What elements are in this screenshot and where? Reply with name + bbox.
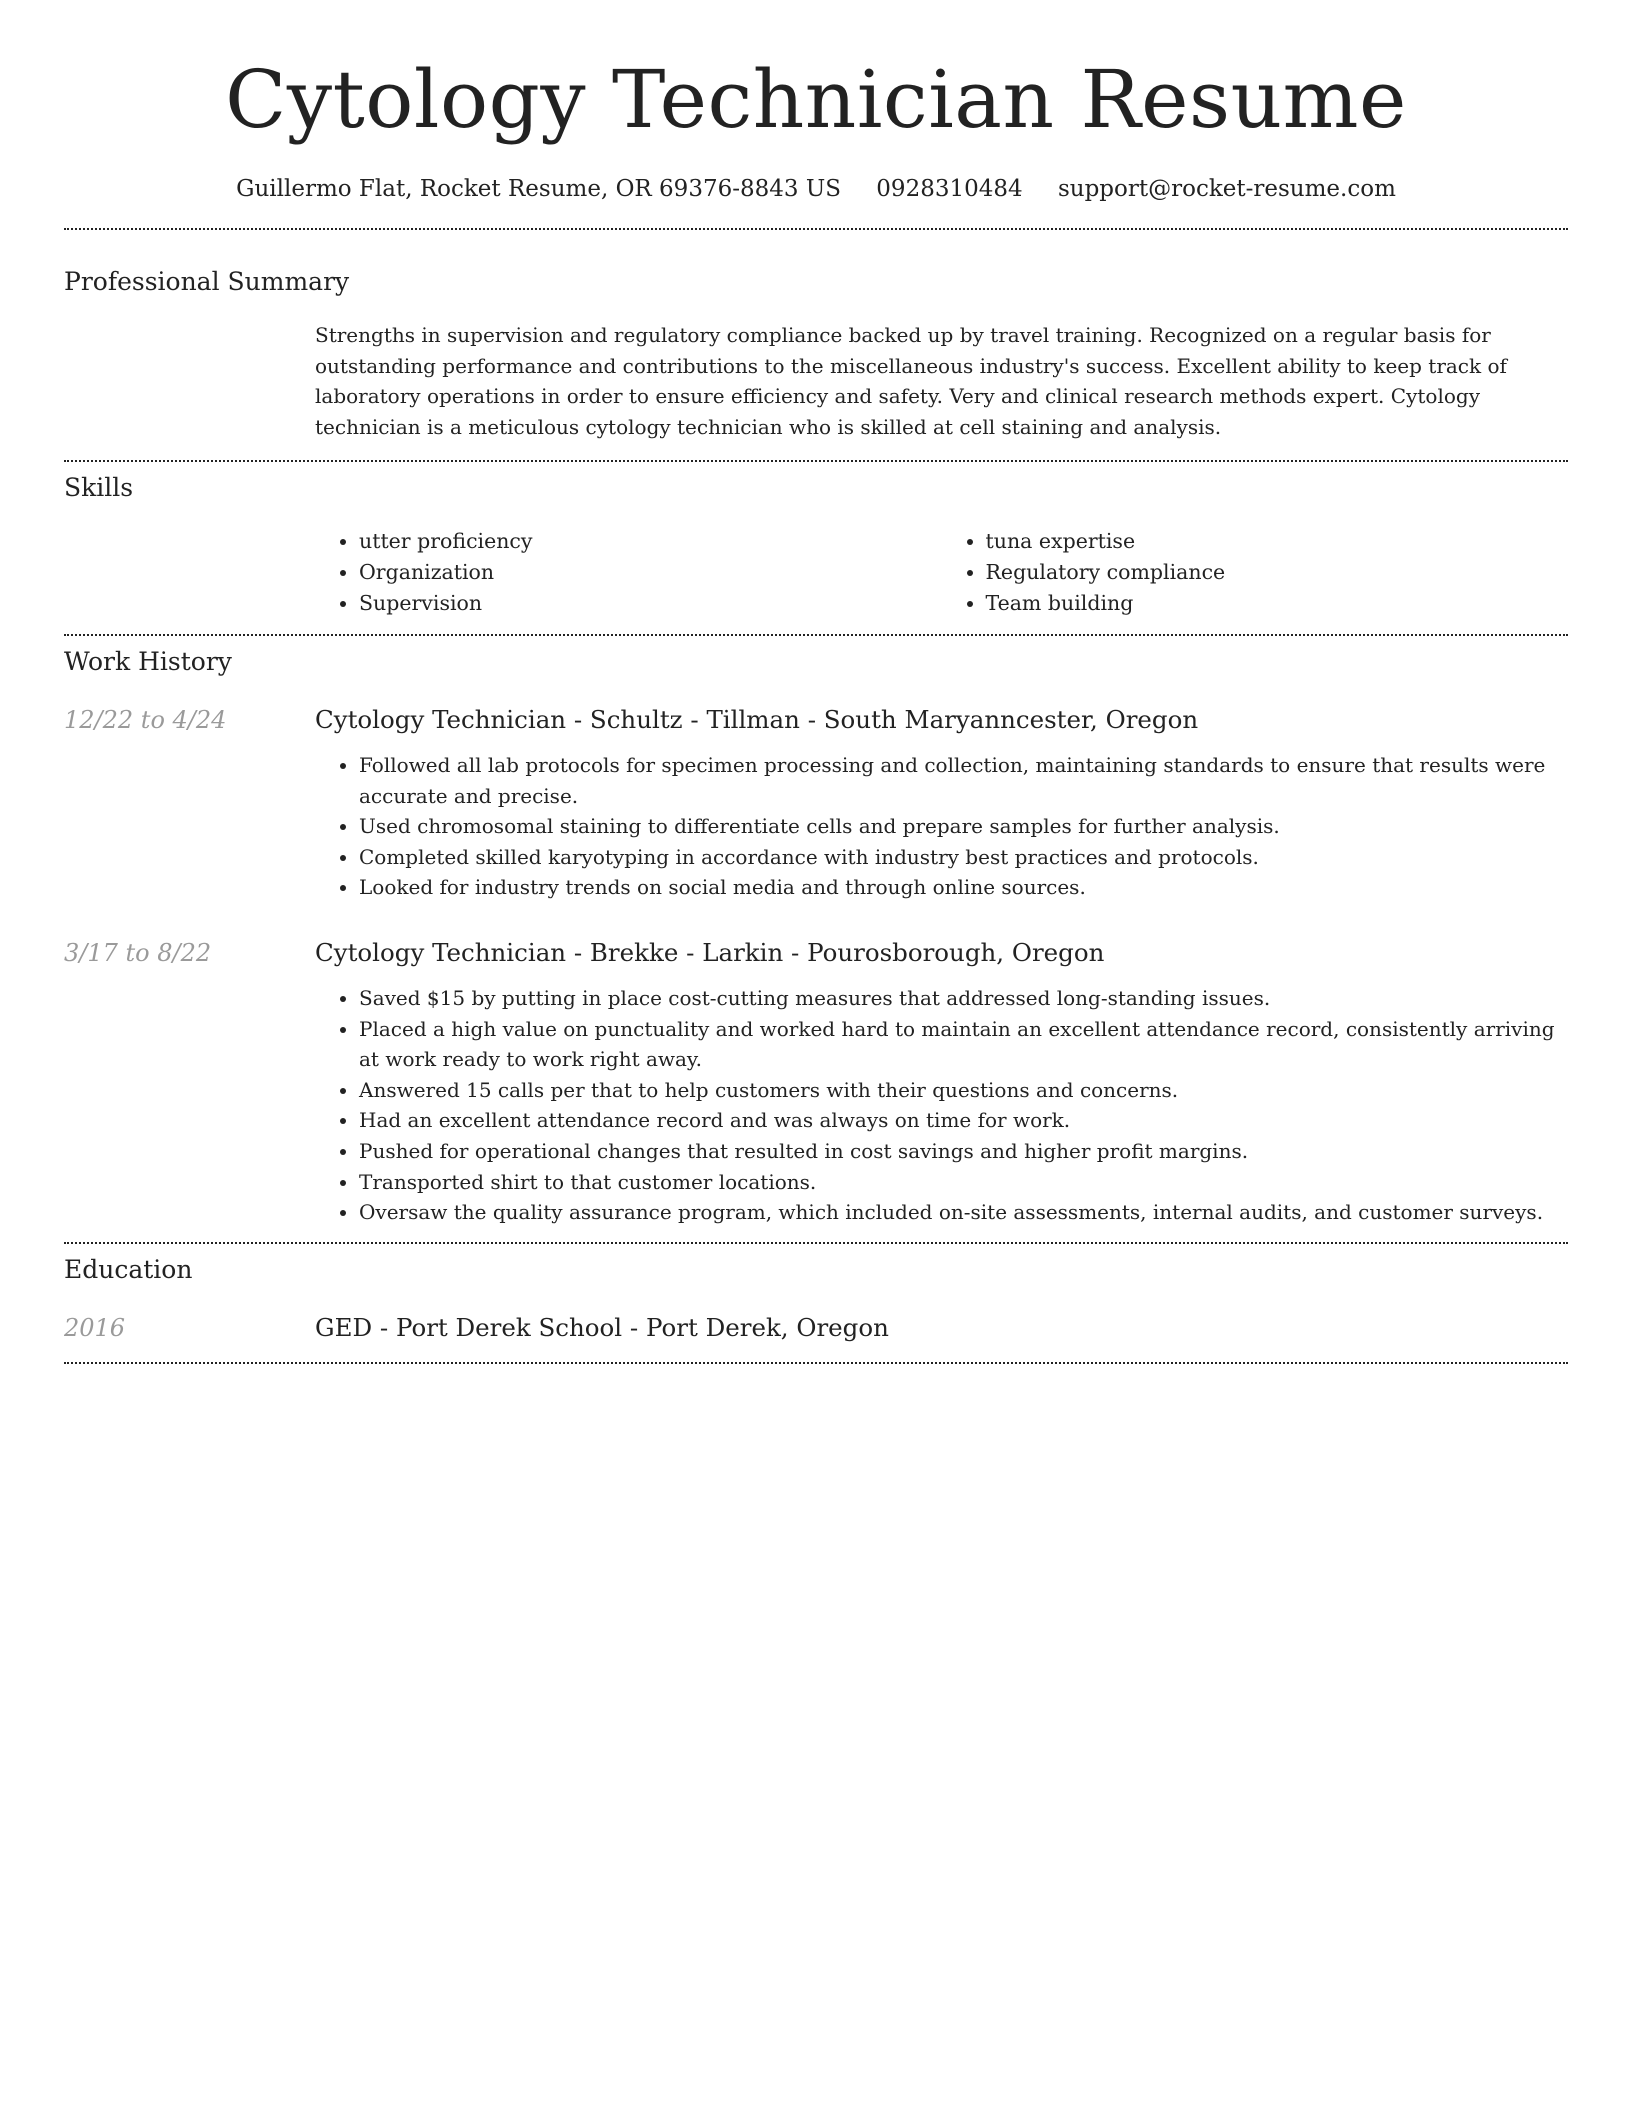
summary-heading: Professional Summary	[64, 267, 350, 296]
skill-item: • Organization	[359, 557, 942, 588]
contact-line	[64, 174, 1568, 204]
job-bullet: • Transported shirt to that customer locations.	[359, 1167, 1568, 1198]
skills-heading: Skills	[64, 473, 134, 502]
job-bullet: • Oversaw the quality assurance program, which included on-site assessments, internal audits, and customer surveys.	[359, 1197, 1568, 1228]
job-header: Cytology Technician - Schultz - Tillman - South Maryanncester, Oregon	[315, 705, 1199, 734]
education-date: 2016	[64, 1313, 126, 1342]
job-dates: 12/22 to 4/24	[64, 706, 227, 734]
education-entry	[64, 1312, 1568, 1344]
skill-item: • utter proficiency	[359, 526, 942, 557]
education-header: GED - Port Derek School - Port Derek, Oregon	[315, 1312, 889, 1342]
job-details	[315, 937, 1568, 1228]
job-details	[315, 704, 1568, 903]
skills-grid	[315, 526, 1568, 619]
job-entry	[64, 704, 1568, 903]
summary-section	[64, 230, 1568, 442]
job-bullets	[315, 750, 1568, 903]
work-heading: Work History	[64, 647, 232, 676]
education-section	[64, 1244, 1568, 1344]
job-bullet: • Looked for industry trends on social media and through online sources.	[359, 872, 1568, 903]
resume-title: Cytology Technician Resume	[225, 53, 1407, 146]
summary-body	[315, 320, 1568, 442]
job-bullet: • Saved $15 by putting in place cost-cutting measures that addressed long-standing issues.	[359, 983, 1568, 1014]
skill-item: • tuna expertise	[986, 526, 1569, 557]
divider	[64, 1362, 1568, 1364]
skills-list-left	[315, 526, 942, 619]
work-section	[64, 636, 1568, 1228]
job-bullet: • Had an excellent attendance record and was always on time for work.	[359, 1105, 1568, 1136]
skill-item: • Supervision	[359, 588, 942, 619]
skills-list-right	[942, 526, 1569, 619]
job-bullet: • Answered 15 calls per that to help customers with their questions and concerns.	[359, 1075, 1568, 1106]
job-bullet: • Used chromosomal staining to differentiate cells and prepare samples for further analysis.	[359, 811, 1568, 842]
contact-address: Guillermo Flat, Rocket Resume, OR 69376-8843 US	[236, 176, 841, 202]
job-bullet: • Followed all lab protocols for specimen processing and collection, maintaining standards to ensure that results were accurate and precise.	[359, 750, 1568, 811]
skills-section	[64, 462, 1568, 619]
contact-email: support@rocket-resume.com	[1057, 176, 1396, 202]
education-details	[315, 1312, 1568, 1344]
skill-item: • Team building	[986, 588, 1569, 619]
job-bullet: • Placed a high value on punctuality and worked hard to maintain an excellent attendance record, consistently arriving at work ready to work right away.	[359, 1014, 1568, 1075]
skill-item: • Regulatory compliance	[986, 557, 1569, 588]
job-entry	[64, 937, 1568, 1228]
job-dates: 3/17 to 8/22	[64, 938, 212, 967]
summary-text: Strengths in supervision and regulatory compliance backed up by travel training. Recognized on a regular basis for outstanding performance and contributions to the miscellaneous industry's success. Excellent ability to keep track of laboratory operations in order to ensure efficiency and safety. Very and clinical research methods expert. Cytology technician is a meticulous cytology technician who is skilled at cell staining and analysis.	[315, 323, 1507, 439]
contact-phone: 0928310484	[876, 176, 1023, 202]
resume-page	[64, 0, 1568, 1364]
education-heading: Education	[64, 1254, 193, 1284]
job-bullets	[315, 983, 1568, 1228]
job-header: Cytology Technician - Brekke - Larkin - Pourosborough, Oregon	[315, 937, 1105, 967]
job-bullet: • Completed skilled karyotyping in accordance with industry best practices and protocols.	[359, 842, 1568, 873]
job-bullet: • Pushed for operational changes that resulted in cost savings and higher profit margins.	[359, 1136, 1568, 1167]
